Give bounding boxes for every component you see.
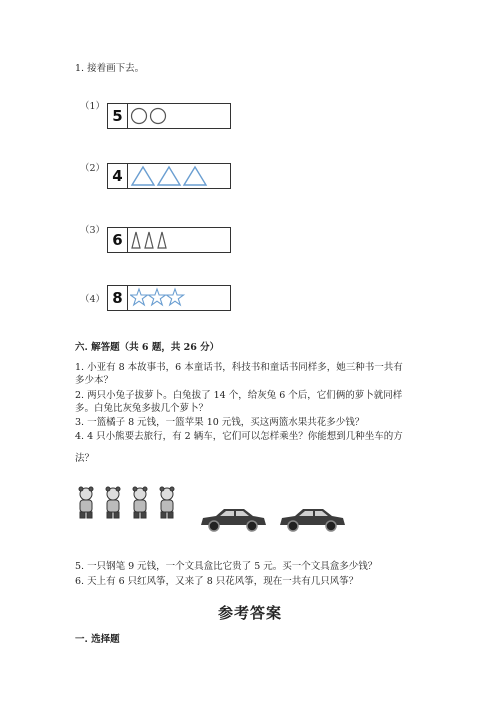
bear-icon bbox=[133, 487, 147, 518]
section6-heading: 六. 解答题（共 6 题，共 26 分） bbox=[75, 342, 220, 353]
bears-illustration bbox=[75, 486, 185, 520]
triangle-shape bbox=[184, 167, 206, 185]
s6-line-1: 1. 小亚有 8 本故事书，6 本童话书，科技书和童话书同样多，她三种书一共有 bbox=[75, 362, 403, 373]
q1-item-3-tall-triangles bbox=[130, 229, 190, 251]
star-shape bbox=[167, 289, 184, 305]
star-shape bbox=[131, 289, 148, 305]
q1-item-2-triangles bbox=[130, 165, 220, 187]
q1-item-4-label: （4） bbox=[80, 294, 106, 305]
q1-item-3-number: 6 bbox=[108, 228, 128, 252]
circle-shape bbox=[132, 109, 147, 124]
answer-title: 参考答案 bbox=[217, 604, 282, 622]
q1-item-2-box bbox=[107, 163, 231, 189]
s6-line-5: 3. 一篮橘子 8 元钱，一篮苹果 10 元钱，买这两篮水果共花多少钱？ bbox=[75, 417, 365, 428]
triangle-shape bbox=[158, 167, 180, 185]
q1-item-2-number: 4 bbox=[108, 164, 128, 188]
q1-item-3-box bbox=[107, 227, 231, 253]
q1-item-4-box bbox=[107, 285, 231, 311]
s6-line-8: 5. 一只钢笔 9 元钱，一个文具盒比它贵了 5 元。买一个文具盒多少钱？ bbox=[75, 561, 378, 572]
tall-triangle-shape bbox=[132, 232, 140, 248]
q1-item-4-number: 8 bbox=[108, 286, 128, 310]
q1-item-2-label: （2） bbox=[80, 163, 106, 174]
star-shape bbox=[149, 289, 166, 305]
circle-shape bbox=[151, 109, 166, 124]
s6-line-3: 2. 两只小兔子拔萝卜。白兔拔了 14 个，给灰兔 6 个后，它们俩的萝卜就同样 bbox=[75, 390, 403, 401]
q1-item-3-label: （3） bbox=[80, 225, 106, 236]
q1-item-1-circles bbox=[130, 105, 190, 127]
s6-line-7: 法？ bbox=[75, 453, 95, 464]
answer-section-heading: 一. 选择题 bbox=[75, 634, 120, 645]
q1-item-1-label: （1） bbox=[80, 101, 106, 112]
bear-icon bbox=[106, 487, 120, 518]
car-icon bbox=[277, 505, 347, 533]
q1-item-1-number: 5 bbox=[108, 104, 128, 128]
triangle-shape bbox=[132, 167, 154, 185]
s6-line-6: 4. 4 只小熊要去旅行，有 2 辆车，它们可以怎样乘坐？你能想到几种坐车的方 bbox=[75, 431, 403, 442]
q1-title: 1. 接着画下去。 bbox=[75, 63, 145, 74]
bear-icon bbox=[79, 487, 93, 518]
tall-triangle-shape bbox=[145, 232, 153, 248]
tall-triangle-shape bbox=[158, 232, 166, 248]
s6-line-4: 多。白兔比灰兔多拔几个萝卜？ bbox=[75, 403, 209, 414]
q1-item-4-stars bbox=[130, 287, 200, 309]
car-icon bbox=[198, 505, 268, 533]
q1-item-1-box bbox=[107, 103, 231, 129]
s6-line-9: 6. 天上有 6 只红风筝，又来了 8 只花风筝，现在一共有几只风筝？ bbox=[75, 576, 359, 587]
bear-icon bbox=[160, 487, 174, 518]
s6-line-2: 多少本？ bbox=[75, 375, 114, 386]
